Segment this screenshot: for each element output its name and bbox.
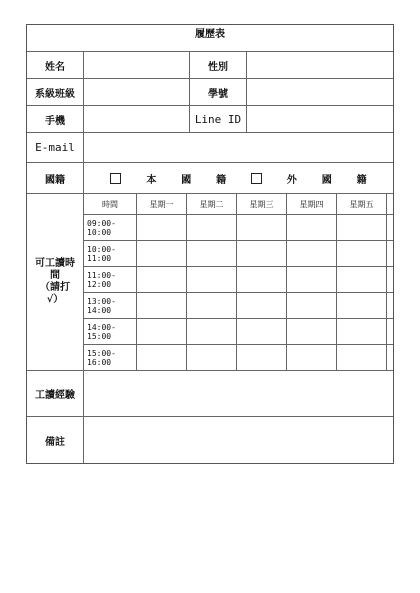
schedule-row [84,241,393,267]
slot-cell[interactable] [137,241,187,266]
slot-cell[interactable] [137,267,187,292]
slot-cell[interactable] [337,267,387,292]
notes-row [27,417,393,463]
header-filler [387,194,393,214]
foreign-char-3: 籍 [356,174,367,186]
gender-label: 性別 [190,52,247,78]
resume-form [26,24,394,464]
monday-header: 星期一 [137,194,187,214]
slot-cell[interactable] [237,241,287,266]
slot-cell[interactable] [237,293,287,318]
domestic-checkbox[interactable] [110,173,121,184]
row-filler [387,345,393,370]
slot-cell[interactable] [137,345,187,370]
dept-field[interactable] [84,79,190,105]
time-slot: 15:00-16:00 [84,345,137,370]
availability-row [27,194,393,371]
dept-id-row [27,79,393,106]
slot-cell[interactable] [337,241,387,266]
wednesday-header: 星期三 [237,194,287,214]
slot-cell[interactable] [337,319,387,344]
phone-field[interactable] [84,106,190,132]
slot-cell[interactable] [137,215,187,240]
domestic-char-2: 國 [181,174,192,186]
slot-cell[interactable] [237,215,287,240]
friday-header: 星期五 [337,194,387,214]
slot-cell[interactable] [187,215,237,240]
notes-label: 備註 [27,417,84,463]
slot-cell[interactable] [187,319,237,344]
time-slot: 13:00-14:00 [84,293,137,318]
phone-label: 手機 [27,106,84,132]
email-row [27,133,393,163]
availability-label-line-1: 可工讀時 [35,258,75,269]
availability-label-line-4: √） [46,294,64,305]
time-slot: 09:00-10:00 [84,215,137,240]
row-filler [387,319,393,344]
row-filler [387,267,393,292]
tuesday-header: 星期二 [187,194,237,214]
dept-label: 系級班級 [27,79,84,105]
name-field[interactable] [84,52,190,78]
foreign-char-1: 外 [286,174,297,186]
experience-row [27,371,393,417]
experience-field[interactable] [84,371,393,416]
slot-cell[interactable] [137,293,187,318]
name-label: 姓名 [27,52,84,78]
row-filler [387,293,393,318]
nationality-label: 國籍 [27,163,84,193]
slot-cell[interactable] [187,293,237,318]
form-title: 履歷表 [27,25,393,52]
slot-cell[interactable] [237,345,287,370]
line-id-label: Line ID [190,106,247,132]
schedule-row [84,293,393,319]
slot-cell[interactable] [187,345,237,370]
schedule-table [84,194,393,370]
email-label: E-mail [27,133,84,162]
slot-cell[interactable] [337,345,387,370]
thursday-header: 星期四 [287,194,337,214]
schedule-row [84,345,393,370]
schedule-row [84,267,393,293]
schedule-header-row [84,194,393,215]
slot-cell[interactable] [287,267,337,292]
slot-cell[interactable] [287,241,337,266]
foreign-char-2: 國 [321,174,332,186]
slot-cell[interactable] [237,319,287,344]
row-filler [387,215,393,240]
slot-cell[interactable] [237,267,287,292]
slot-cell[interactable] [287,319,337,344]
slot-cell[interactable] [187,267,237,292]
domestic-char-1: 本 [146,174,157,186]
slot-cell[interactable] [137,319,187,344]
foreign-checkbox[interactable] [251,173,262,184]
time-slot: 10:00-11:00 [84,241,137,266]
experience-label: 工讀經驗 [27,371,84,416]
slot-cell[interactable] [287,345,337,370]
email-field[interactable] [84,133,393,162]
student-id-field[interactable] [247,79,393,105]
availability-label-line-2: 間 [50,270,60,281]
time-slot: 14:00-15:00 [84,319,137,344]
slot-cell[interactable] [287,215,337,240]
slot-cell[interactable] [337,215,387,240]
slot-cell[interactable] [287,293,337,318]
gender-field[interactable] [247,52,393,78]
row-filler [387,241,393,266]
phone-line-row [27,106,393,133]
schedule-row [84,215,393,241]
name-gender-row [27,52,393,79]
time-slot: 11:00-12:00 [84,267,137,292]
nationality-options [84,163,393,193]
nationality-row [27,163,393,194]
schedule-row [84,319,393,345]
student-id-label: 學號 [190,79,247,105]
notes-field[interactable] [84,417,393,463]
time-header: 時間 [84,194,137,214]
availability-label-line-3: （請打 [40,282,70,293]
slot-cell[interactable] [337,293,387,318]
slot-cell[interactable] [187,241,237,266]
line-id-field[interactable] [247,106,393,132]
availability-label [27,194,84,370]
domestic-char-3: 籍 [216,174,227,186]
